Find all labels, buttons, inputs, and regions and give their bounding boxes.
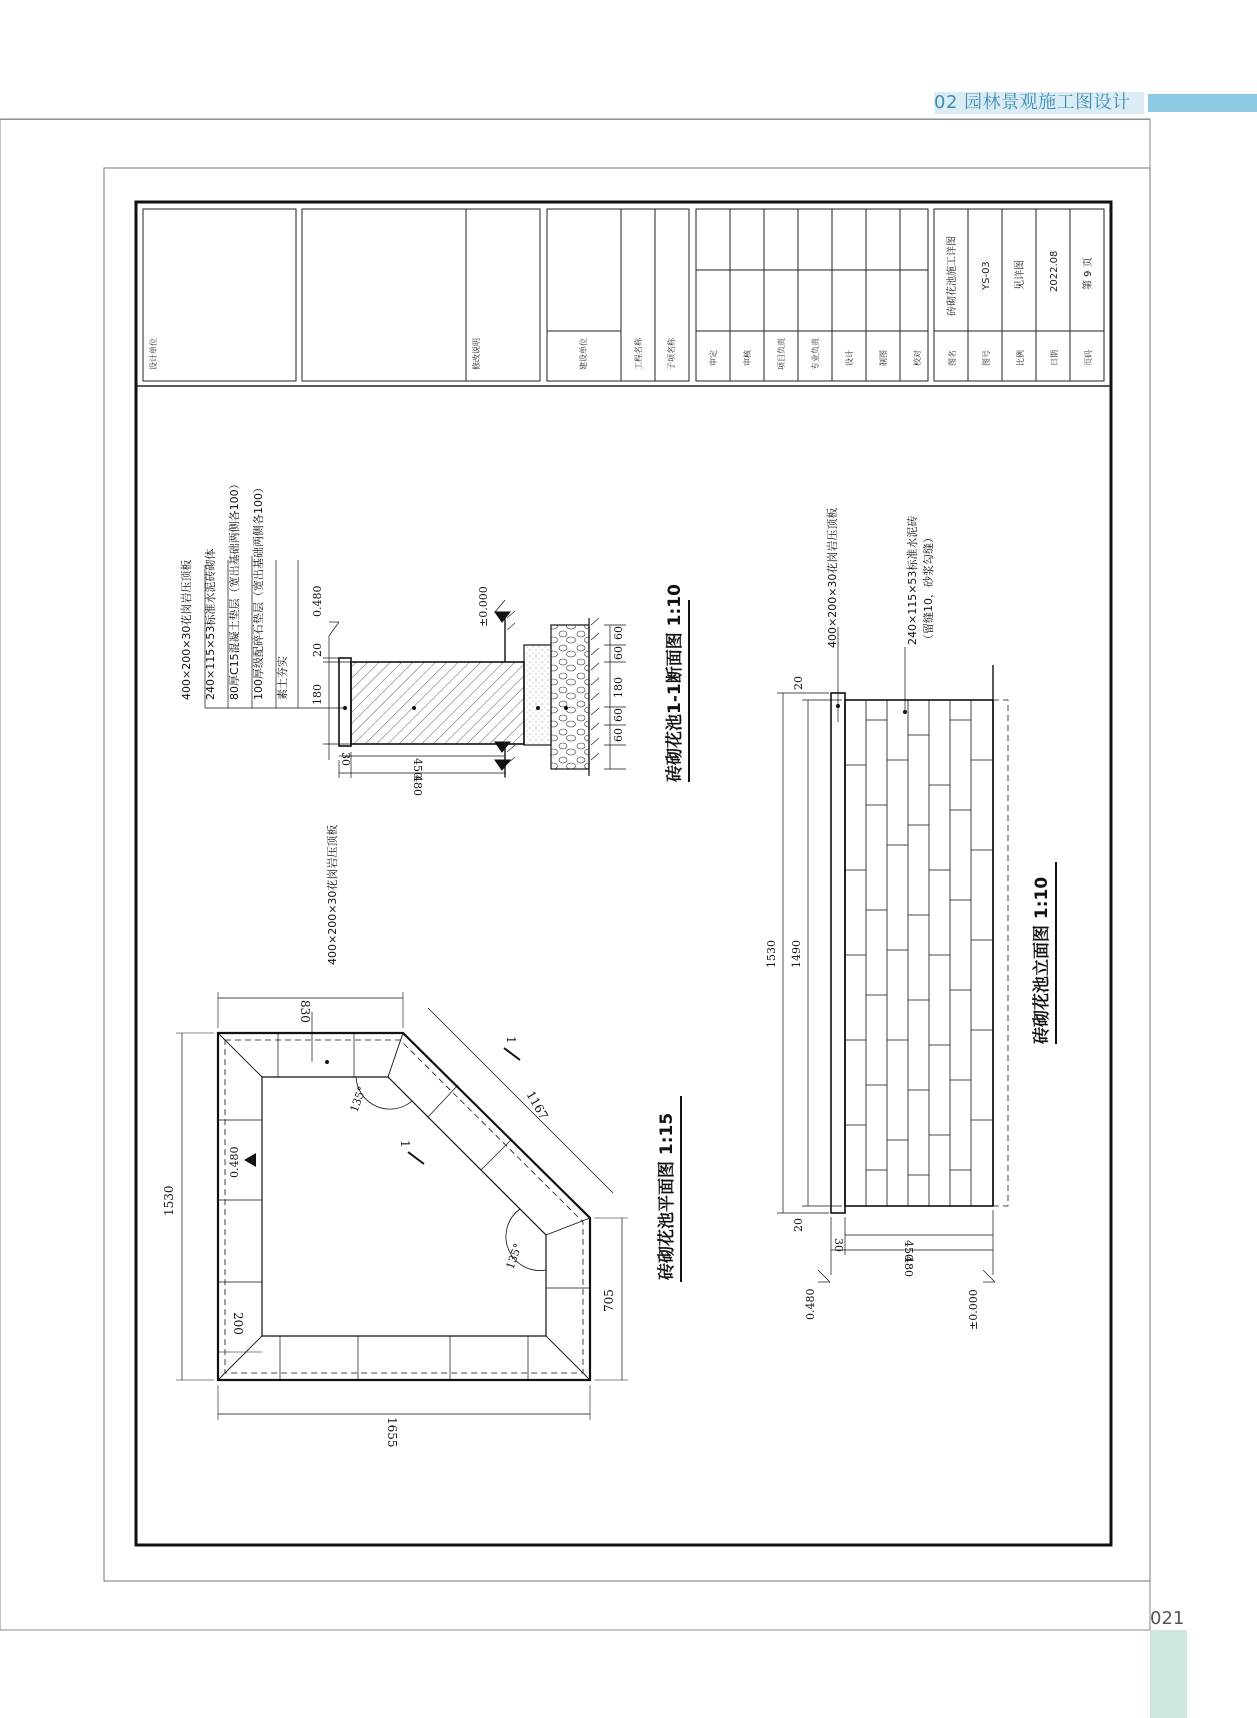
elevation-level-ground: ±0.000 [967,1289,980,1330]
role-review-label: 审核 [743,350,752,366]
elevation-level-top: 0.480 [804,1288,817,1320]
section-coping [339,658,351,746]
elevation-brick-callout-note: （留缝10，砂浆勾缝） [922,532,935,645]
section-brick-wall [351,662,524,744]
page-value: 第 9 页 [1083,257,1094,290]
scale-value: 见详图 [1015,260,1026,290]
role-drafting-label: 制图 [879,350,888,366]
elevation-dim-30: 30 [832,1238,845,1252]
page-frame [0,119,1150,1630]
section-level-ground: ±0.000 [477,586,490,627]
elevation-dim-450: 450 [902,1240,915,1261]
section-dim-v2: 60 [612,646,625,660]
client-label: 建设单位 [579,338,588,370]
page-number: 021 [1150,1608,1185,1629]
plan-dim-bottom: 1655 [385,1417,399,1448]
section-dim-cap: 20 [311,643,324,657]
plan-inner-outline [262,1077,546,1336]
level-marker-icon [244,1153,256,1167]
info-page-label: 页码 [1084,350,1093,366]
section-layer-gravel: 100厚级配碎石垫层（宽出基础两侧各100） [252,482,265,700]
planter-elevation-view [777,627,1008,1282]
role-project-lead-label: 项目负责 [777,338,786,370]
section-layer-concrete: 80厚C15混凝土垫层（宽出基础两侧各100） [228,478,241,700]
plan-level-label: 0.480 [228,1146,241,1178]
section-dim-480: 480 [411,775,424,796]
elevation-dim-480: 480 [902,1256,915,1277]
section-mark-label-bottom: 1 [398,1140,412,1148]
plan-dim-right: 705 [602,1289,616,1312]
section-dim-v1: 60 [612,626,625,640]
drawing-border [136,202,1111,1545]
drawing-name-value: 砖砌花池施工详图 [947,236,958,316]
elevation-title: 砖砌花池立面图 1:10 [1032,876,1052,1044]
section-layer-brick: 240×115×53标准水泥砖砌体 [204,548,217,700]
plan-foundation-outline [225,1040,583,1373]
section-dim-v4: 60 [612,708,625,722]
section-dim-v5: 60 [612,728,625,742]
elevation-brick-callout: 240×115×53标准水泥砖 [906,515,919,645]
revision-label: 修改说明 [472,338,481,370]
section-dim-30: 30 [339,752,352,766]
plan-coping-callout: 400×200×30花岗岩压顶板 [326,824,339,965]
drawing-number-value: YS-03 [981,261,992,290]
section-gravel-layer [551,625,589,769]
section-title: 砖砌花池1-1断面图 1:10 [665,584,685,782]
project-name-label: 工程名称 [634,338,643,370]
plan-dim-border: 200 [231,1312,245,1335]
section-mark-label-top: 1 [504,1036,518,1044]
section-header-label: 02 园林景观施工图设计 [934,92,1131,114]
date-value: 2022.08 [1049,250,1060,292]
role-design-label: 设计 [845,350,854,366]
elevation-dim-cap-top: 20 [792,676,805,690]
planter-plan-view [176,992,628,1420]
role-approve-label: 审定 [709,350,718,366]
info-date-label: 日期 [1050,350,1059,366]
plan-outer-outline [218,1033,590,1380]
plan-dim-diagonal: 1167 [523,1088,551,1122]
sub-project-label: 子项名称 [667,338,676,370]
planter-section-view [205,556,626,778]
role-check-label: 校对 [913,350,922,366]
section-concrete-layer [524,645,551,745]
title-block [136,209,1111,386]
elevation-dim-overall: 1530 [765,940,778,968]
section-layer-soil: 素土夯实 [276,656,289,700]
elevation-coping [831,693,845,1213]
info-drawing-name-label: 图名 [948,350,957,366]
elevation-coping-callout: 400×200×30花岗岩压顶板 [826,507,839,648]
plan-angle-top: 135° [347,1084,369,1115]
design-unit-label: 设计单位 [149,338,158,370]
plan-title: 砖砌花池平面图 1:15 [657,1112,677,1280]
elevation-dim-cap-bottom: 20 [792,1218,805,1232]
section-level-top: 0.480 [311,585,324,617]
elevation-dim-inner: 1490 [790,940,803,968]
elevation-footing [993,700,1008,1206]
plan-dim-left: 1530 [162,1185,176,1216]
plan-angle-bottom: 135° [503,1241,525,1272]
role-discipline-lead-label: 专业负责 [811,338,820,370]
section-dim-v3: 180 [612,677,625,698]
info-scale-label: 比例 [1016,350,1025,366]
plan-dim-top: 830 [298,1000,312,1023]
section-dim-wall-height: 180 [311,684,324,705]
info-drawing-number-label: 图号 [982,350,991,366]
section-layer-coping: 400×200×30花岗岩压顶板 [180,559,193,700]
section-dim-450: 450 [411,758,424,779]
